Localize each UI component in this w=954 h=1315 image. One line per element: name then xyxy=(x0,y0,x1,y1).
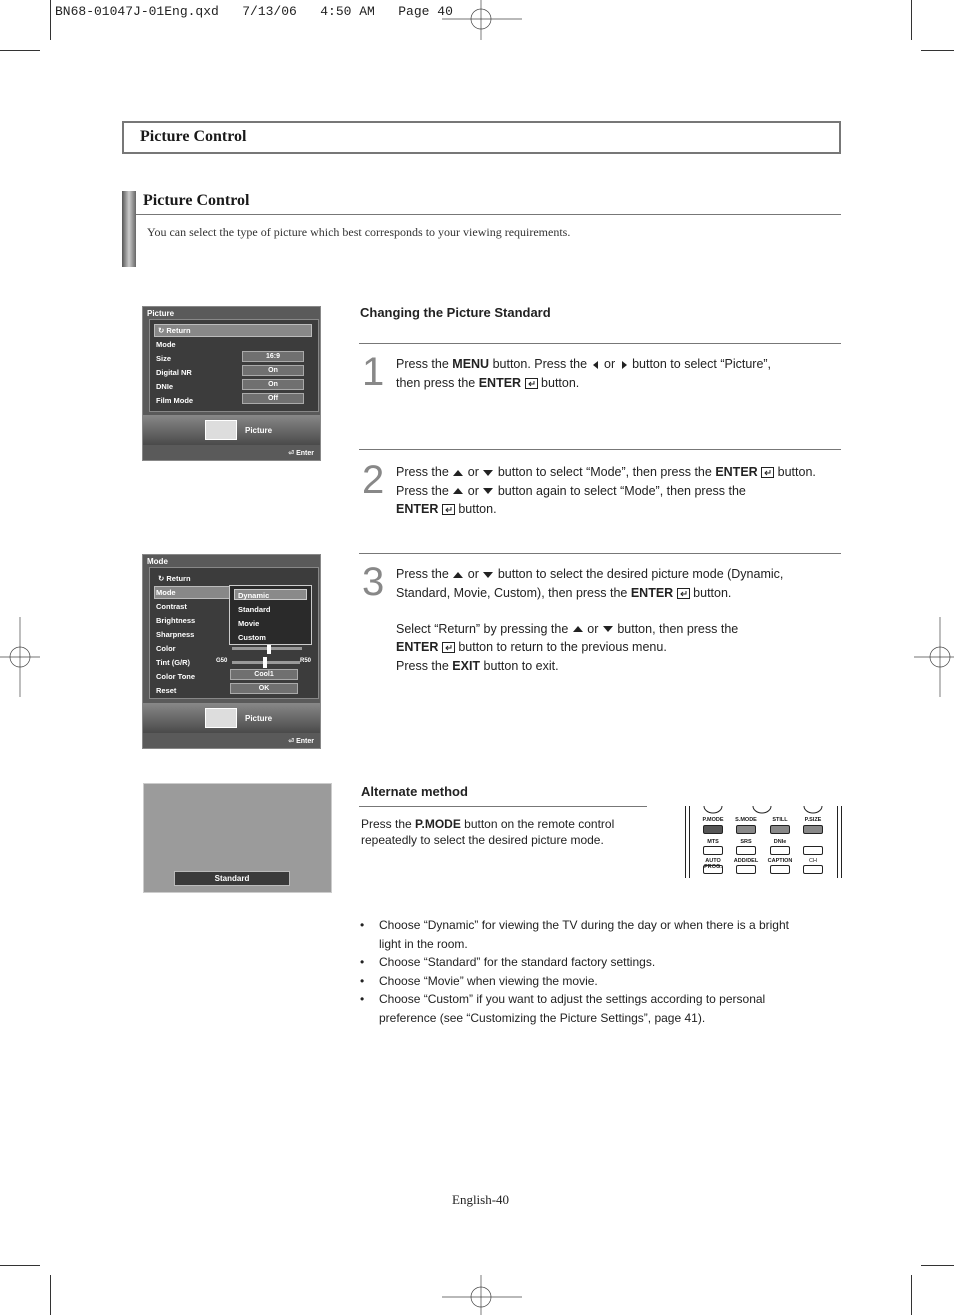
osd-enter-hint: ⏎ Enter xyxy=(288,450,314,457)
osd-inner xyxy=(149,319,319,412)
step-rule xyxy=(359,553,841,554)
remote-label: STILL xyxy=(772,817,788,823)
osd-row-brightness[interactable]: Brightness xyxy=(156,616,196,625)
changing-heading: Changing the Picture Standard xyxy=(360,305,551,320)
arrow-up-icon xyxy=(452,570,464,580)
remote-label: ADD/DEL xyxy=(733,858,759,864)
enter-icon xyxy=(442,642,455,653)
remote-top-buttons xyxy=(685,806,842,816)
osd-value-film-mode: Off xyxy=(242,393,304,404)
dropdown-item[interactable]: Movie xyxy=(238,619,260,628)
alt-method-screen xyxy=(143,783,332,893)
osd-row-contrast[interactable]: Contrast xyxy=(156,602,187,611)
arrow-left-icon xyxy=(591,360,601,370)
alternate-text: Press the P.MODE button on the remote control repeatedly to select the desired picture mode. xyxy=(361,817,615,847)
step-number: 2 xyxy=(362,458,385,502)
arrow-up-icon xyxy=(452,468,464,478)
remote-label: P.MODE xyxy=(702,817,724,823)
caption-button[interactable] xyxy=(770,865,790,874)
osd-row-return[interactable]: ↻ Return xyxy=(158,326,191,335)
enter-icon xyxy=(761,467,774,478)
crop-mark xyxy=(0,50,40,51)
osd-row-reset[interactable]: Reset xyxy=(156,686,177,695)
osd-row-film-mode[interactable]: Film Mode xyxy=(156,396,194,405)
remote-label: P.SIZE xyxy=(804,817,822,823)
dropdown-item[interactable]: Standard xyxy=(238,605,271,614)
registration-mark-icon xyxy=(442,0,522,40)
osd-row-return[interactable]: ↻ Return xyxy=(158,574,191,583)
osd-row-color[interactable]: Color xyxy=(156,644,176,653)
registration-mark-icon xyxy=(442,1275,522,1315)
subhead-rule xyxy=(136,214,841,215)
arrow-down-icon xyxy=(482,486,494,496)
remote-label: AUTO PROG. xyxy=(704,858,722,870)
dnie-button[interactable] xyxy=(770,846,790,855)
osd-row-tint[interactable]: Tint (G/R) xyxy=(156,658,191,667)
osd-value-reset: OK xyxy=(230,683,298,694)
tv-icon xyxy=(205,420,237,440)
osd-row-digital-nr[interactable]: Digital NR xyxy=(156,368,192,377)
step-2-text: Press the or button to select “Mode”, then press the ENTER button. Press the or button again to select “Mode”, then press the ENTER button. xyxy=(396,465,816,516)
remote-label: S.MODE xyxy=(735,817,757,823)
ch-up-button[interactable] xyxy=(803,846,823,855)
osd-row-mode[interactable]: Mode xyxy=(156,340,176,349)
enter-icon xyxy=(525,378,538,389)
add-del-button[interactable] xyxy=(736,865,756,874)
crop-mark xyxy=(50,1275,51,1315)
tint-right-value: R50 xyxy=(300,658,312,664)
dropdown-item[interactable]: Dynamic xyxy=(238,591,270,600)
smode-button[interactable] xyxy=(736,825,756,834)
osd-row-sharpness[interactable]: Sharpness xyxy=(156,630,195,639)
tv-icon xyxy=(205,708,237,728)
step-number: 3 xyxy=(362,560,385,604)
step-rule xyxy=(359,449,841,450)
arrow-up-icon xyxy=(572,624,584,634)
alternate-heading: Alternate method xyxy=(361,784,468,799)
osd-value-size: 16:9 xyxy=(242,351,304,362)
osd-value-color-tone: Cool1 xyxy=(230,669,298,680)
registration-mark-icon xyxy=(914,617,954,697)
osd-enter-hint: ⏎ Enter xyxy=(288,738,314,745)
osd-footer-label: Picture xyxy=(245,714,273,723)
crop-mark xyxy=(0,1265,40,1266)
osd-value-dnie: On xyxy=(242,379,304,390)
subhead-bar xyxy=(122,191,136,267)
remote-label: CAPTION xyxy=(767,858,793,864)
mode-indicator: Standard xyxy=(174,871,290,886)
section-title-box xyxy=(122,121,841,154)
arrow-down-icon xyxy=(602,624,614,634)
ch-down-button[interactable] xyxy=(803,865,823,874)
mode-notes xyxy=(360,916,800,1027)
remote-label: SRS xyxy=(740,839,752,845)
step-rule xyxy=(359,343,841,344)
arrow-down-icon xyxy=(482,570,494,580)
osd-inner xyxy=(149,567,319,699)
subhead-title: Picture Control xyxy=(143,192,250,209)
page-number: English-40 xyxy=(452,1192,510,1207)
crop-mark xyxy=(911,1275,912,1315)
section-title: Picture Control xyxy=(140,128,247,145)
osd-row-color-tone[interactable]: Color Tone xyxy=(156,672,196,681)
crop-mark xyxy=(921,1265,954,1266)
list-item: • Choose “Movie” when viewing the movie. xyxy=(360,972,800,991)
arrow-right-icon xyxy=(619,360,629,370)
osd-footer xyxy=(143,415,320,445)
remote-label: CH xyxy=(809,858,817,864)
remote-control-illustration xyxy=(685,806,842,878)
mode-dropdown[interactable] xyxy=(229,585,312,645)
subhead-description: You can select the type of picture which best corresponds to your viewing requirements. xyxy=(147,225,571,239)
remote-label: DNIe xyxy=(773,839,787,845)
step-number: 1 xyxy=(362,350,385,394)
osd-row-mode[interactable]: Mode xyxy=(156,588,176,597)
pmode-button[interactable] xyxy=(703,825,723,834)
dropdown-item[interactable]: Custom xyxy=(238,633,266,642)
list-item: • Choose “Standard” for the standard factory settings. xyxy=(360,953,800,972)
osd-footer-label: Picture xyxy=(245,426,273,435)
registration-mark-icon xyxy=(0,617,40,697)
enter-icon xyxy=(442,504,455,515)
mts-button[interactable] xyxy=(703,846,723,855)
still-button[interactable] xyxy=(770,825,790,834)
osd-mode-menu xyxy=(142,554,321,749)
enter-icon xyxy=(677,588,690,599)
step-1-text: Press the MENU button. Press the or button to select “Picture”, then press the ENTER button. xyxy=(396,357,772,390)
remote-label: MTS xyxy=(707,839,719,845)
arrow-up-icon xyxy=(452,486,464,496)
srs-button[interactable] xyxy=(736,846,756,855)
tint-left-value: G50 xyxy=(216,658,228,664)
osd-footer xyxy=(143,703,320,733)
crop-mark xyxy=(921,50,954,51)
list-item: • Choose “Custom” if you want to adjust the settings according to personal preference (see “Customizing the Picture Settings”, page 41). xyxy=(360,990,800,1027)
auto-prog-button[interactable] xyxy=(703,865,723,874)
psize-button[interactable] xyxy=(803,825,823,834)
tint-slider-knob[interactable] xyxy=(263,657,267,668)
crop-mark xyxy=(50,0,51,40)
list-item: • Choose “Dynamic” for viewing the TV during the day or when there is a bright light in the room. xyxy=(360,916,800,953)
osd-picture-menu xyxy=(142,306,321,461)
osd-value-digital-nr: On xyxy=(242,365,304,376)
crop-mark xyxy=(911,0,912,40)
alternate-rule xyxy=(359,806,647,807)
osd-title: Picture xyxy=(147,309,175,318)
osd-row-size[interactable]: Size xyxy=(156,354,172,363)
osd-title: Mode xyxy=(147,557,168,566)
print-header: BN68-01047J-01Eng.qxd 7/13/06 4:50 AM Page 40 xyxy=(55,4,453,19)
step-3-text: Press the or button to select the desired picture mode (Dynamic, Standard, Movie, Custom), then press the ENTER button. Select “Return” by pressing the or button, then press the ENTER button to return to the previous menu. Press the EXIT button to exit. xyxy=(396,567,784,673)
osd-row-dnie[interactable]: DNIe xyxy=(156,382,174,391)
arrow-down-icon xyxy=(482,468,494,478)
